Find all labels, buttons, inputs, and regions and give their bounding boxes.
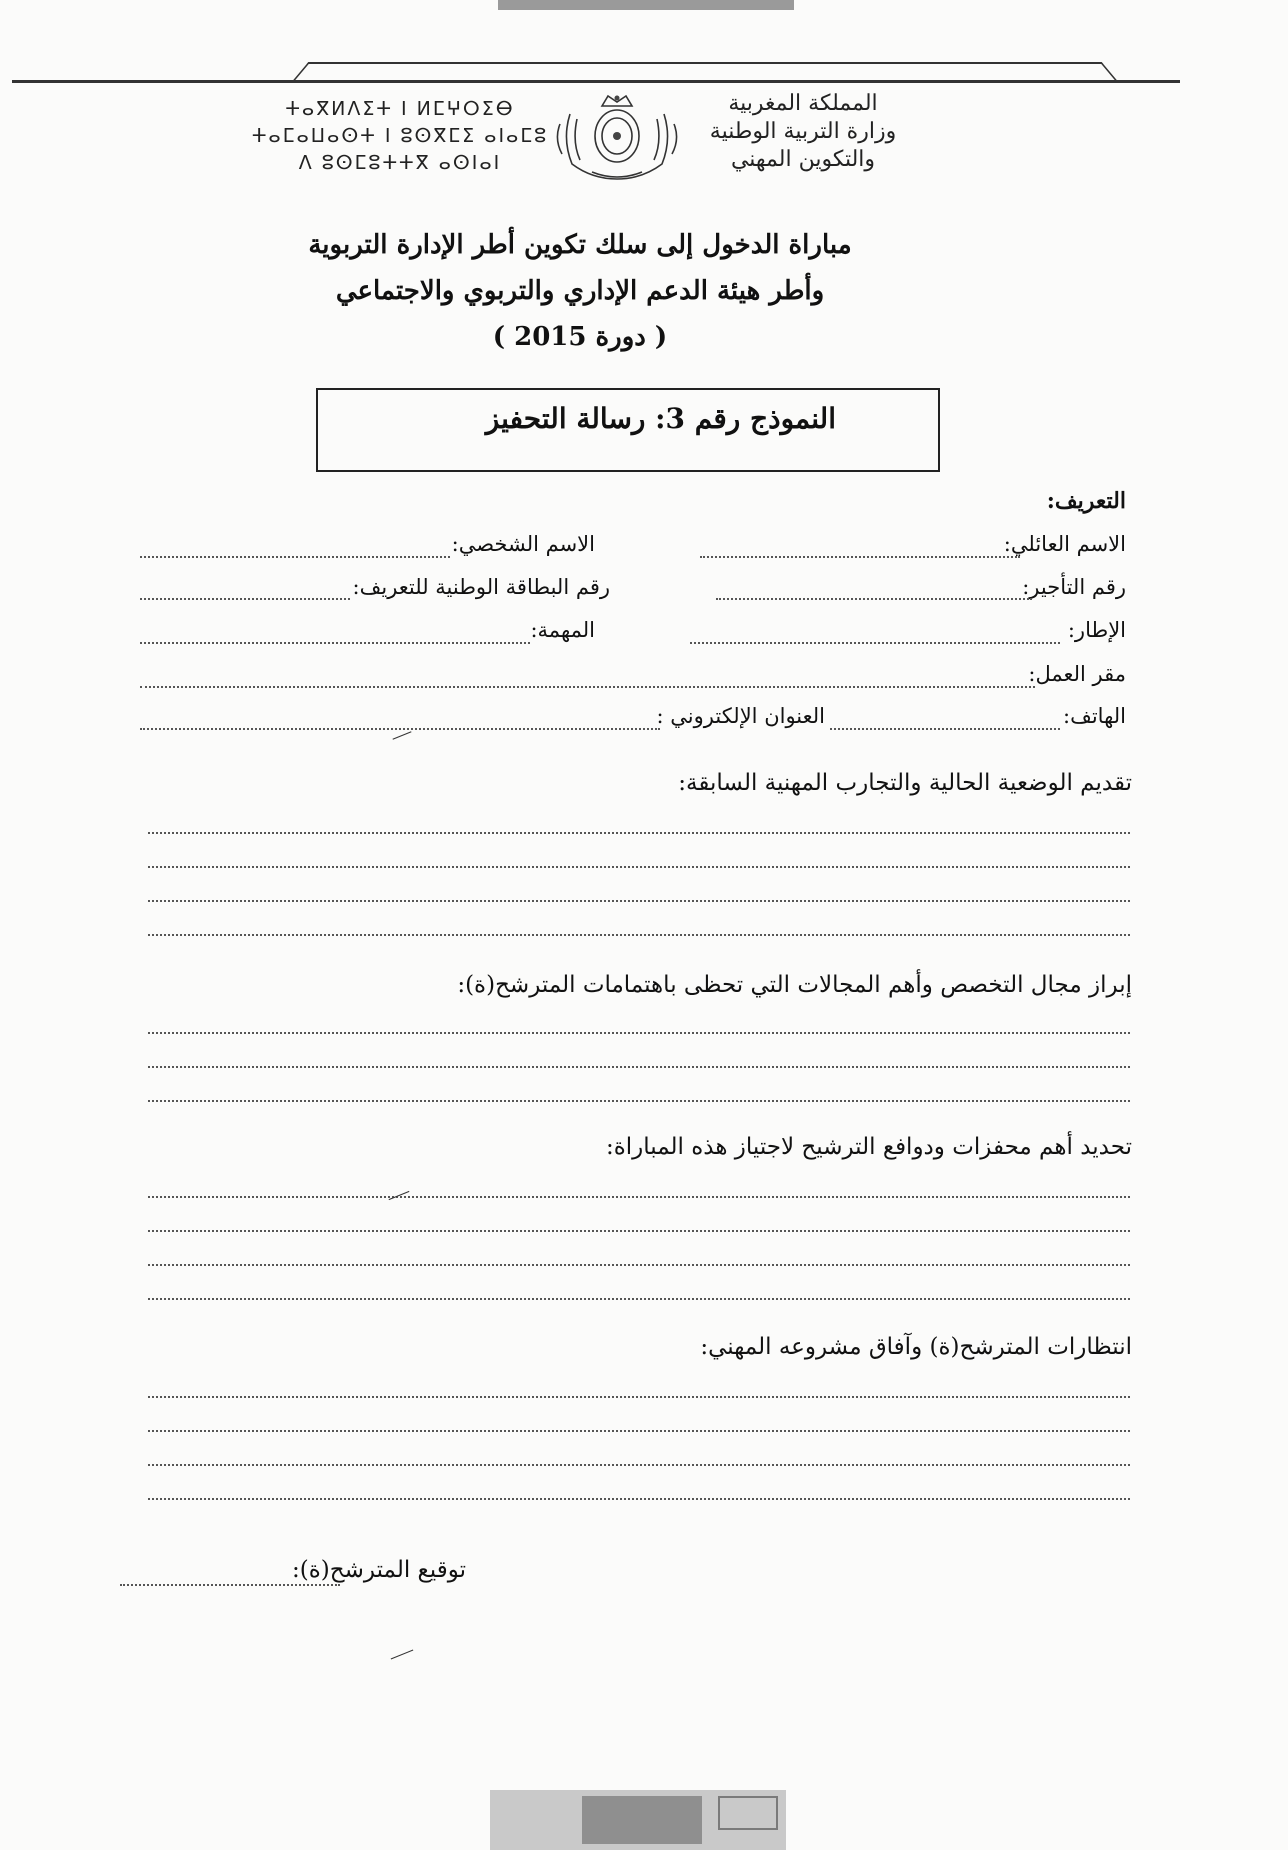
family-name-field[interactable] — [700, 556, 1020, 558]
identification-heading: التعريف: — [1046, 488, 1126, 514]
frame-label: الإطار: — [1067, 618, 1126, 642]
national-id-label: رقم البطاقة الوطنية للتعريف: — [352, 575, 610, 599]
answer-line[interactable] — [148, 1230, 1130, 1232]
answer-line[interactable] — [148, 1396, 1130, 1398]
section-title-motivations: تحديد أهم محفزات ودوافع الترشيح لاجتياز هذه المباراة: — [605, 1134, 1132, 1160]
workplace-field[interactable] — [140, 686, 1035, 688]
section-title-specialization: إبراز مجال التخصص وأهم المجالات التي تحظى باهتمامات المترشح(ة): — [457, 972, 1132, 998]
letterhead-rule-corner-right — [1072, 62, 1119, 82]
email-field[interactable] — [140, 728, 660, 730]
email-label: العنوان الإلكتروني : — [656, 704, 825, 728]
answer-line[interactable] — [148, 900, 1130, 902]
answer-line[interactable] — [148, 934, 1130, 936]
answer-line[interactable] — [148, 1464, 1130, 1466]
answer-line[interactable] — [148, 1066, 1130, 1068]
letterhead-rule — [12, 80, 1180, 83]
frame-field[interactable] — [690, 642, 1060, 644]
phone-label: الهاتف: — [1063, 704, 1126, 728]
model-title: النموذج رقم 3: رسالة التحفيز — [485, 402, 836, 435]
ministry-header — [673, 90, 933, 174]
first-name-field[interactable] — [140, 556, 450, 558]
answer-line[interactable] — [148, 1196, 1130, 1198]
scan-artifact-top — [498, 0, 794, 10]
title-line-1: مباراة الدخول إلى سلك تكوين أطر الإدارة التربوية — [308, 230, 852, 260]
answer-line[interactable] — [148, 1498, 1130, 1500]
session-year: ( دورة 2015 ) — [492, 322, 668, 352]
ministry-line: والتكوين المهني — [730, 147, 876, 172]
tifinagh-line: ⵜⴰⴳⵍⴷⵉⵜ ⵏ ⵍⵎⵖⵔⵉⴱ — [285, 98, 515, 120]
family-name-label: الاسم العائلي: — [1003, 532, 1126, 556]
payroll-number-field[interactable] — [716, 598, 1032, 600]
job-field[interactable] — [140, 642, 530, 644]
signature-field[interactable] — [120, 1584, 340, 1586]
letterhead-rule-upper — [326, 62, 1084, 64]
section-title-expectations: انتظارات المترشح(ة) وآفاق مشروعه المهني: — [700, 1334, 1132, 1360]
job-label: المهمة: — [530, 618, 595, 642]
coat-of-arms-icon — [552, 84, 682, 184]
answer-line[interactable] — [148, 1298, 1130, 1300]
scan-artifact-bottom — [490, 1790, 786, 1850]
answer-line[interactable] — [148, 1264, 1130, 1266]
ministry-line: المملكة المغربية — [728, 91, 878, 116]
ministry-line: وزارة التربية الوطنية — [709, 119, 897, 144]
signature-label: توقيع المترشح(ة): — [292, 1557, 466, 1583]
answer-line[interactable] — [148, 1430, 1130, 1432]
scan-artifact-frame — [718, 1796, 778, 1830]
workplace-label: مقر العمل: — [1028, 662, 1126, 686]
first-name-label: الاسم الشخصي: — [451, 532, 595, 556]
scan-mark — [393, 731, 412, 739]
scan-artifact-film — [582, 1796, 702, 1844]
section-title-current-situation: تقديم الوضعية الحالية والتجارب المهنية السابقة: — [678, 770, 1132, 796]
national-id-field[interactable] — [140, 598, 350, 600]
answer-line[interactable] — [148, 866, 1130, 868]
tifinagh-line: ⴷ ⵓⵙⵎⵓⵜⵜⴳ ⴰⵙⵏⴰⵏ — [298, 152, 502, 174]
answer-line[interactable] — [148, 1100, 1130, 1102]
letterhead-rule-corner-left — [292, 62, 339, 82]
tifinagh-header — [250, 96, 550, 177]
phone-field[interactable] — [830, 728, 1060, 730]
scan-mark — [391, 1650, 414, 1660]
title-line-2: وأطر هيئة الدعم الإداري والتربوي والاجتماعي — [335, 276, 825, 306]
payroll-number-label: رقم التأجير: — [1022, 575, 1126, 599]
tifinagh-line: ⵜⴰⵎⴰⵡⴰⵙⵜ ⵏ ⵓⵙⴳⵎⵉ ⴰⵏⴰⵎⵓ — [251, 125, 549, 147]
answer-line[interactable] — [148, 832, 1130, 834]
competition-titles — [300, 222, 860, 360]
answer-line[interactable] — [148, 1032, 1130, 1034]
